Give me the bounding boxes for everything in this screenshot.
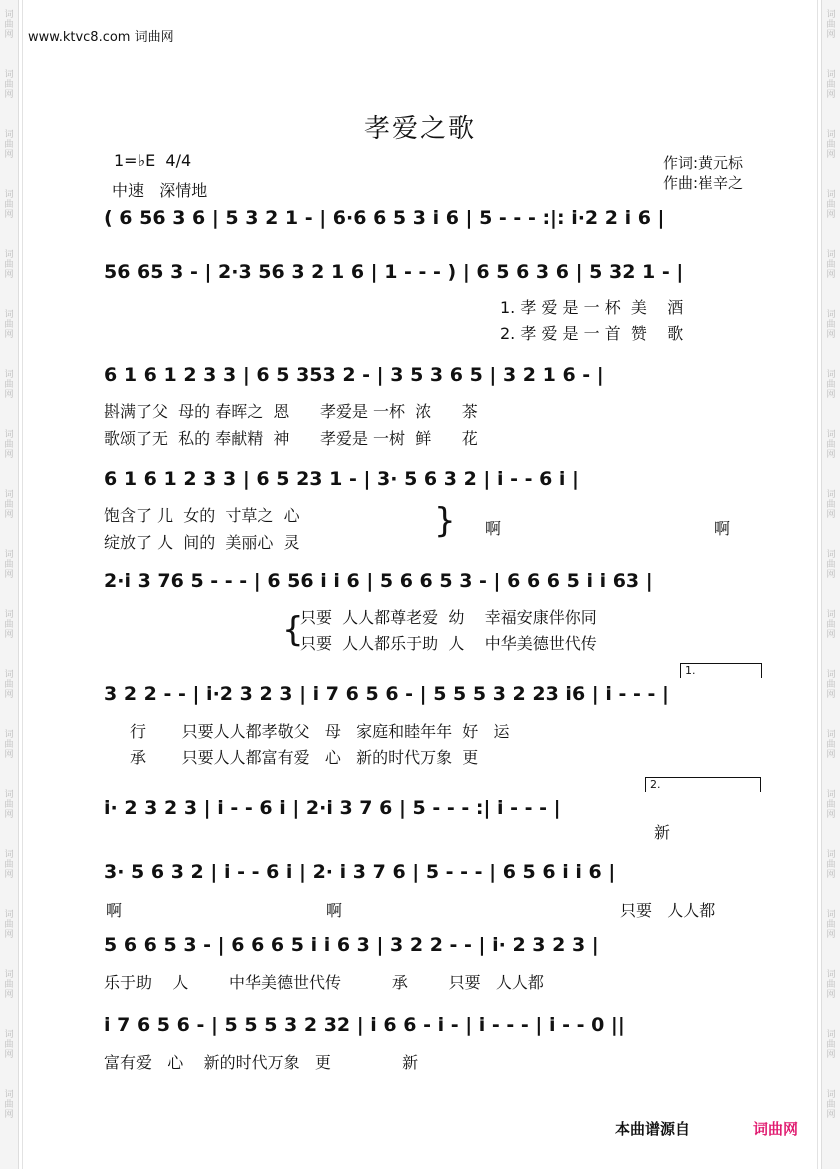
- watermark-text: 词 曲 网: [4, 490, 14, 520]
- notation-text: 6 1 6 1 2 3 3 | 6 5 23 1 - | 3· 5 6 3 2 | i - - 6 i |: [104, 468, 579, 490]
- notation-line-4: [104, 464, 768, 494]
- watermark-text: 词 曲 网: [4, 310, 14, 340]
- lyric-ah-2: 啊: [714, 519, 731, 538]
- watermark-text: 词 曲 网: [826, 790, 836, 820]
- watermark-text: 词 曲 网: [4, 790, 14, 820]
- notation-line-2: [104, 257, 768, 287]
- watermark-text: 词 曲 网: [826, 250, 836, 280]
- watermark-text: 词 曲 网: [826, 1030, 836, 1060]
- watermark-text: 词 曲 网: [4, 130, 14, 160]
- first-ending-bracket: 1.: [680, 663, 762, 678]
- watermark-text: 词 曲 网: [826, 1090, 836, 1120]
- notation-line-7: [104, 793, 768, 823]
- lyric-chorus-line3: 行 只要人人都孝敬父 母 家庭和睦年年 好 运: [130, 722, 510, 741]
- watermark-text: 词 曲 网: [826, 310, 836, 340]
- notation-text: 6 1 6 1 2 3 3 | 6 5 353 2 - | 3 5 3 6 5 | 3 2 1 6 - |: [104, 364, 604, 386]
- lyric-xin-1: 新: [654, 823, 671, 842]
- watermark-text: 词 曲 网: [826, 190, 836, 220]
- watermark-text: 词 曲 网: [4, 550, 14, 580]
- watermark-text: 词 曲 网: [826, 130, 836, 160]
- notation-line-5: [104, 566, 768, 596]
- lyric-verse1-line3: 饱含了 儿 女的 寸草之 心: [104, 506, 300, 525]
- notation-text: 3· 5 6 3 2 | i - - 6 i | 2· i 3 7 6 | 5 - - - | 6 5 6 i i 6 |: [104, 861, 616, 883]
- watermark-text: 词 曲 网: [4, 1030, 14, 1060]
- watermark-text: 词 曲 网: [4, 1090, 14, 1120]
- notation-line-3: [104, 360, 768, 390]
- lyric-chorus-line4: 承 只要人人都富有爱 心 新的时代万象 更: [130, 748, 479, 767]
- notation-text: i 7 6 5 6 - | 5 5 5 3 2 32 | i 6 6 - i - | i - - - | i - - 0 ||: [104, 1014, 625, 1036]
- watermark-text: 词 曲 网: [4, 910, 14, 940]
- lyric-verse1-line1: 1. 孝 爱 是 一 杯 美 酒: [500, 298, 684, 317]
- watermark-text: 词 曲 网: [826, 550, 836, 580]
- lyricist-credit: 作词:黄元标: [663, 154, 744, 172]
- notation-text: 2·i 3 76 5 - - - | 6 56 i i 6 | 5 6 6 5 3 - | 6 6 6 5 i i 63 |: [104, 570, 653, 592]
- watermark-text: 词 曲 网: [826, 370, 836, 400]
- song-title: 孝爱之歌: [363, 114, 476, 144]
- source-label: 本曲谱源自: [614, 1120, 690, 1138]
- lyric-chorus-line1: 只要 人人都尊老爱 幼 幸福安康伴你同: [300, 608, 597, 627]
- watermark-text: 词 曲 网: [826, 910, 836, 940]
- lyric-coda-line3: 富有爱 心 新的时代万象 更 新: [104, 1053, 419, 1072]
- watermark-text: 词 曲 网: [826, 730, 836, 760]
- notation-text: 5 6 6 5 3 - | 6 6 6 5 i i 6 3 | 3 2 2 - - | i· 2 3 2 3 |: [104, 934, 599, 956]
- composer-credit: 作曲:崔辛之: [663, 174, 744, 192]
- lyric-verse1-line2: 斟满了父 母的 春晖之 恩 孝爱是 一杯 浓 茶: [104, 402, 478, 421]
- notation-text: 3 2 2 - - | i·2 3 2 3 | i 7 6 5 6 - | 5 5 5 3 2 23 i6 | i - - - |: [104, 683, 669, 705]
- watermark-text: 词 曲 网: [4, 730, 14, 760]
- notation-line-8: [104, 857, 768, 887]
- lyric-ah-3: 啊: [106, 901, 123, 920]
- watermark-text: 词 曲 网: [4, 850, 14, 880]
- lyric-brace-2: {: [282, 610, 304, 650]
- lyric-coda-line2: 乐于助 人 中华美德世代传 承 只要 人人都: [104, 973, 544, 992]
- watermark-text: 词 曲 网: [4, 70, 14, 100]
- watermark-text: 词 曲 网: [826, 970, 836, 1000]
- watermark-text: 词 曲 网: [4, 970, 14, 1000]
- lyric-verse2-line1: 2. 孝 爱 是 一 首 赞 歌: [500, 324, 684, 343]
- watermark-text: 词 曲 网: [826, 610, 836, 640]
- lyric-chorus-line2: 只要 人人都乐于助 人 中华美德世代传: [300, 634, 597, 653]
- watermark-text: 词 曲 网: [826, 490, 836, 520]
- notation-text: 56 65 3 - | 2·3 56 3 2 1 6 | 1 - - - ) | 6 5 6 3 6 | 5 32 1 - |: [104, 261, 684, 283]
- watermark-text: 词 曲 网: [4, 250, 14, 280]
- watermark-text: 词 曲 网: [826, 670, 836, 700]
- second-ending-bracket: 2.: [645, 777, 761, 792]
- watermark-text: 词 曲 网: [4, 370, 14, 400]
- lyric-ah-4: 啊: [326, 901, 343, 920]
- lyric-brace: }: [434, 501, 456, 541]
- watermark-text: 词 曲 网: [4, 190, 14, 220]
- notation-text: i· 2 3 2 3 | i - - 6 i | 2·i 3 7 6 | 5 - - - :| i - - - |: [104, 797, 561, 819]
- watermark-text: 词 曲 网: [4, 430, 14, 460]
- notation-line-9: [104, 930, 768, 960]
- lyric-verse2-line3: 绽放了 人 间的 美丽心 灵: [104, 533, 300, 552]
- lyric-coda-line1: 只要 人人都: [620, 901, 716, 920]
- lyric-ah-1: 啊: [485, 519, 502, 538]
- lyric-verse2-line2: 歌颂了无 私的 奉献精 神 孝爱是 一树 鲜 花: [104, 429, 478, 448]
- source-brand-link[interactable]: 词曲网: [752, 1120, 798, 1138]
- watermark-text: 词 曲 网: [4, 610, 14, 640]
- watermark-text: 词 曲 网: [826, 70, 836, 100]
- notation-line-1: [104, 203, 768, 233]
- notation-line-6: [104, 679, 768, 709]
- watermark-text: 词 曲 网: [826, 430, 836, 460]
- key-signature: 1=♭E 4/4: [114, 151, 192, 170]
- watermark-text: 词 曲 网: [4, 10, 14, 40]
- site-url[interactable]: www.ktvc8.com 词曲网: [28, 30, 174, 45]
- watermark-text: 词 曲 网: [826, 10, 836, 40]
- notation-text: ( 6 56 3 6 | 5 3 2 1 - | 6·6 6 5 3 i 6 | 5 - - - :|: i·2 2 i 6 |: [104, 207, 665, 229]
- notation-line-10: [104, 1010, 768, 1040]
- watermark-text: 词 曲 网: [4, 670, 14, 700]
- watermark-text: 词 曲 网: [826, 850, 836, 880]
- tempo-marking: 中速 深情地: [112, 181, 208, 200]
